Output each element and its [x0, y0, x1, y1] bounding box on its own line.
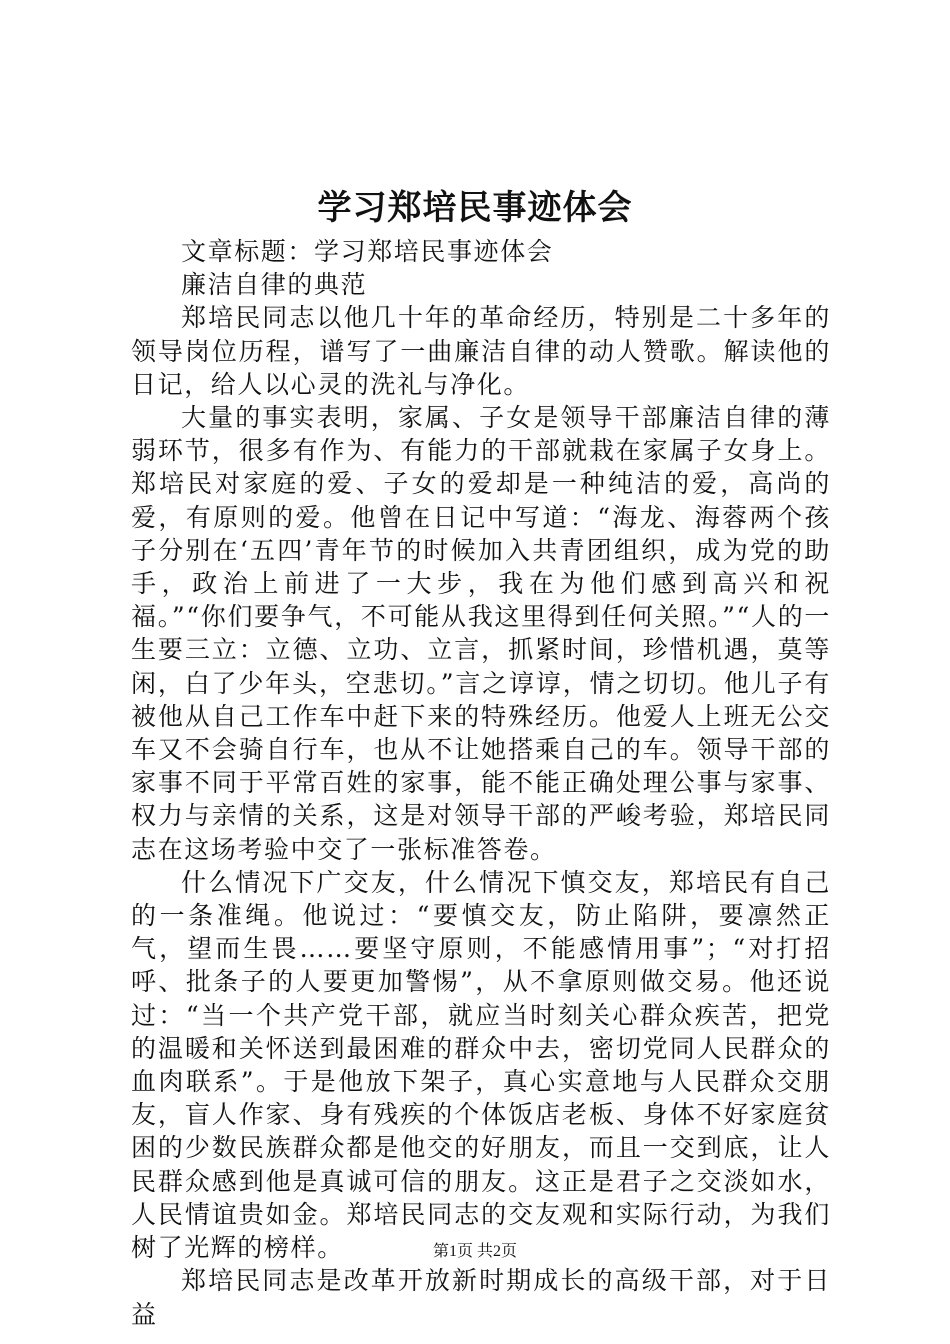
paragraph-subtitle: 廉洁自律的典范 [181, 270, 368, 300]
paragraph-article-title: 文章标题：学习郑培民事迹体会 [181, 237, 554, 266]
paragraph: 大量的事实表明，家属、子女是领导干部廉洁自律的薄弱环节，很多有作为、有能力的干部就栽在家属子女身上。郑培民对家庭的爱、子女的爱却是一种纯洁的爱，高尚的爱，有原则的爱。他曾在日记中写道：“海龙、海蓉两个孩子分别在‘五四’青年节的时候加入共青团组织，成为党的助手，政治上前进了一大步，我在为他们感到高兴和祝福。”“你们要争气，不可能从我这里得到任何关照。”“人的一生要三立：立德、立功、立言，抓紧时间，珍惜机遇，莫等闲，白了少年头，空悲切。”言之谆谆，情之切切。他儿子有被他从自己工作车中赶下来的特殊经历。他爱人上班无公交车又不会骑自行车，也从不让她搭乘自己的车。领导干部的家事不同于平常百姓的家事，能不能正确处理公事与家事、权力与亲情的关系，这是对领导干部的严峻考验，郑培民同志在这场考验中交了一张标准答卷。 [131, 403, 831, 864]
document-title: 学习郑培民事迹体会 [317, 188, 633, 228]
paragraph: 郑培民同志以他几十年的革命经历，特别是二十多年的领导岗位历程，谱写了一曲廉洁自律的动人赞歌。解读他的日记，给人以心灵的洗礼与净化。 [131, 303, 831, 399]
document-body [131, 235, 831, 1331]
paragraph: 什么情况下广交友，什么情况下慎交友，郑培民有自己的一条准绳。他说过：“要慎交友，防止陷阱，要凛然正气，望而生畏……要坚守原则，不能感情用事”；“对打招呼、批条子的人要更加警惕”，从不拿原则做交易。他还说过：“当一个共产党干部，就应当时刻关心群众疾苦，把党的温暖和关怀送到最困难的群众中去，密切党同人民群众的血肉联系”。于是他放下架子，真心实意地与人民群众交朋友，盲人作家、身有残疾的个体饭店老板、身体不好家庭贫困的少数民族群众都是他交的好朋友，而且一交到底，让人民群众感到他是真诚可信的朋友。这正是君子之交淡如水，人民情谊贵如金。郑培民同志的交友观和实际行动，为我们树了光辉的榜样。 [131, 867, 831, 1263]
paragraph: 郑培民同志是改革开放新时期成长的高级干部，对于日益 [131, 1266, 831, 1329]
page-footer: 第1页 共2页 [432, 1243, 517, 1260]
